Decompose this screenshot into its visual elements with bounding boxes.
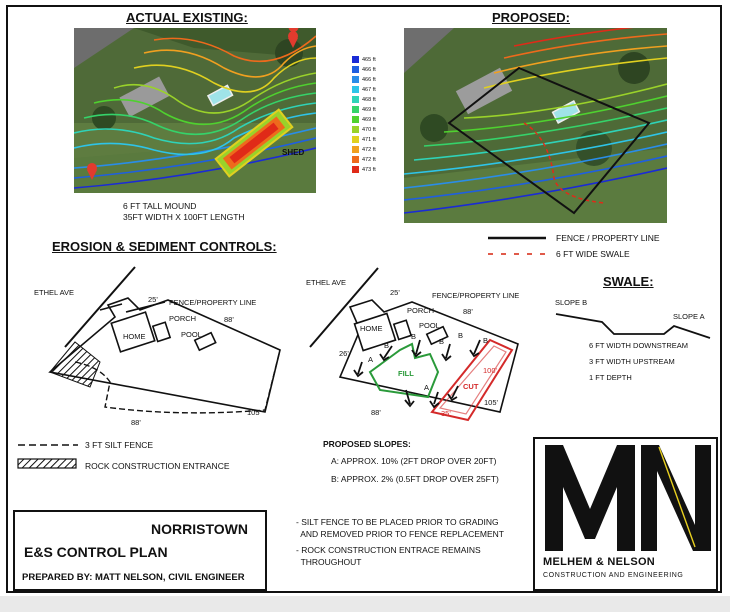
elevation-label: 467 ft xyxy=(362,86,376,93)
legend-swale-label: 6 FT WIDE SWALE xyxy=(556,249,630,259)
left-dim-right: 105' xyxy=(247,408,261,417)
proposed-legend-symbols xyxy=(486,232,550,262)
right-dim-top: 25' xyxy=(390,288,400,297)
arrow-label-b-2: B xyxy=(411,332,417,341)
elevation-legend-row xyxy=(352,136,376,143)
prepared-by: PREPARED BY: MATT NELSON, CIVIL ENGINEER xyxy=(22,572,245,583)
left-dim-top: 25' xyxy=(148,295,158,304)
proposed-slopes-title: PROPOSED SLOPES: xyxy=(323,439,411,449)
elevation-label: 470 ft xyxy=(362,126,376,133)
right-dim-right-top: 88' xyxy=(463,307,473,316)
note-line-3: - ROCK CONSTRUCTION ENTRACE REMAINS xyxy=(296,545,481,555)
rock-entrance-legend-swatch xyxy=(18,459,76,468)
cut-width-label: 35' xyxy=(441,409,451,418)
right-dim-bottom: 88' xyxy=(371,408,381,417)
swale-width-upstream: 3 FT WIDTH UPSTREAM xyxy=(589,357,675,366)
note-line-2: AND REMOVED PRIOR TO FENCE REPLACEMENT xyxy=(296,529,504,539)
elevation-label: 472 ft xyxy=(362,146,376,153)
elevation-swatch xyxy=(352,116,359,123)
project-town: NORRISTOWN xyxy=(151,521,248,537)
company-logo-box xyxy=(533,437,718,591)
rock-entrance-hatch xyxy=(50,342,100,387)
note-line-1: - SILT FENCE TO BE PLACED PRIOR TO GRADING xyxy=(296,517,499,527)
company-tagline: CONSTRUCTION AND ENGINEERING xyxy=(543,572,684,579)
shed-label: SHED xyxy=(282,148,305,157)
left-pool-label: POOL xyxy=(181,330,202,339)
swale-slope-a-label: SLOPE A xyxy=(673,312,705,321)
elevation-legend-row xyxy=(352,126,376,133)
elevation-legend-row xyxy=(352,106,376,113)
arrow-label-b-4: B xyxy=(458,331,464,340)
elevation-label: 471 ft xyxy=(362,136,376,143)
title-proposed: PROPOSED: xyxy=(492,10,571,25)
page-footer-strip xyxy=(0,596,730,612)
elevation-legend-row xyxy=(352,56,376,63)
elevation-label: 468 ft xyxy=(362,96,376,103)
title-actual-existing: ACTUAL EXISTING: xyxy=(126,10,248,25)
title-swale: SWALE: xyxy=(603,274,654,289)
legend-rock-label: ROCK CONSTRUCTION ENTRANCE xyxy=(85,461,230,471)
slope-b-description: B: APPROX. 2% (0.5FT DROP OVER 25FT) xyxy=(331,474,499,484)
elevation-swatch xyxy=(352,126,359,133)
elevation-swatch xyxy=(352,166,359,173)
arrow-label-b-1: B xyxy=(384,341,390,350)
cut-label: CUT xyxy=(463,382,479,391)
arrow-label-a-1: A xyxy=(368,355,374,364)
left-legend-symbols xyxy=(16,438,80,474)
elevation-legend-row xyxy=(352,76,376,83)
right-pool-label: POOL xyxy=(419,321,440,330)
swale-depth: 1 FT DEPTH xyxy=(589,373,632,382)
slope-arrows xyxy=(354,337,480,407)
title-erosion-sediment: EROSION & SEDIMENT CONTROLS: xyxy=(52,239,277,254)
mound-note-line2: 35FT WIDTH X 100FT LENGTH xyxy=(123,212,245,222)
left-dim-right-top: 88' xyxy=(224,315,234,324)
elevation-legend-row xyxy=(352,86,376,93)
elevation-swatch xyxy=(352,96,359,103)
legend-silt-label: 3 FT SILT FENCE xyxy=(85,440,154,450)
proposed-aerial-map xyxy=(404,28,667,223)
porch-footprint-right xyxy=(394,320,411,339)
porch-footprint xyxy=(153,322,170,341)
right-dim-right: 105' xyxy=(484,398,498,407)
elevation-label: 466 ft xyxy=(362,76,376,83)
elevation-label: 473 ft xyxy=(362,166,376,173)
elevation-swatch xyxy=(352,146,359,153)
right-dim-left: 26' xyxy=(339,349,349,358)
left-fence-label: FENCE/PROPERTY LINE xyxy=(169,298,257,307)
elevation-label: 465 ft xyxy=(362,56,376,63)
existing-aerial-map xyxy=(74,28,316,193)
left-dim-bottom: 88' xyxy=(131,418,141,427)
elevation-swatch xyxy=(352,106,359,113)
elevation-swatch xyxy=(352,56,359,63)
elevation-legend-row xyxy=(352,146,376,153)
cut-length-label: 100' xyxy=(483,366,497,375)
company-name: MELHEM & NELSON xyxy=(543,556,656,568)
elevation-label: 466 ft xyxy=(362,66,376,73)
left-street-label: ETHEL AVE xyxy=(34,288,75,297)
swale-width-downstream: 6 FT WIDTH DOWNSTREAM xyxy=(589,341,689,350)
left-home-label: HOME xyxy=(123,332,146,341)
right-street-label: ETHEL AVE xyxy=(306,278,347,287)
arrow-label-b-3: B xyxy=(439,337,445,346)
right-home-label: HOME xyxy=(360,324,383,333)
elevation-label: 469 ft xyxy=(362,116,376,123)
elevation-legend-row xyxy=(352,96,376,103)
grading-site-plan xyxy=(300,262,540,432)
note-line-4: THROUGHOUT xyxy=(296,557,362,567)
arrow-label-a-2: A xyxy=(424,383,430,392)
elevation-swatch xyxy=(352,136,359,143)
elevation-swatch xyxy=(352,156,359,163)
mound-note-line1: 6 FT TALL MOUND xyxy=(123,201,197,211)
arrow-label-b-5: B xyxy=(483,336,489,345)
slope-a-description: A: APPROX. 10% (2FT DROP OVER 20FT) xyxy=(331,456,497,466)
elevation-label: 469 ft xyxy=(362,106,376,113)
fill-label: FILL xyxy=(398,369,414,378)
plan-title: E&S CONTROL PLAN xyxy=(24,544,168,560)
elevation-swatch xyxy=(352,66,359,73)
silt-fence-line xyxy=(75,350,280,413)
elevation-swatch xyxy=(352,86,359,93)
elevation-legend-row xyxy=(352,156,376,163)
elevation-legend-row xyxy=(352,116,376,123)
right-fence-label: FENCE/PROPERTY LINE xyxy=(432,291,520,300)
elevation-legend-row xyxy=(352,66,376,73)
left-porch-label: PORCH xyxy=(169,314,197,323)
right-porch-label: PORCH xyxy=(407,306,435,315)
elevation-legend-row xyxy=(352,166,376,173)
legend-fence-label: FENCE / PROPERTY LINE xyxy=(556,233,660,243)
elevation-swatch xyxy=(352,76,359,83)
elevation-label: 472 ft xyxy=(362,156,376,163)
swale-slope-b-label: SLOPE B xyxy=(555,298,588,307)
